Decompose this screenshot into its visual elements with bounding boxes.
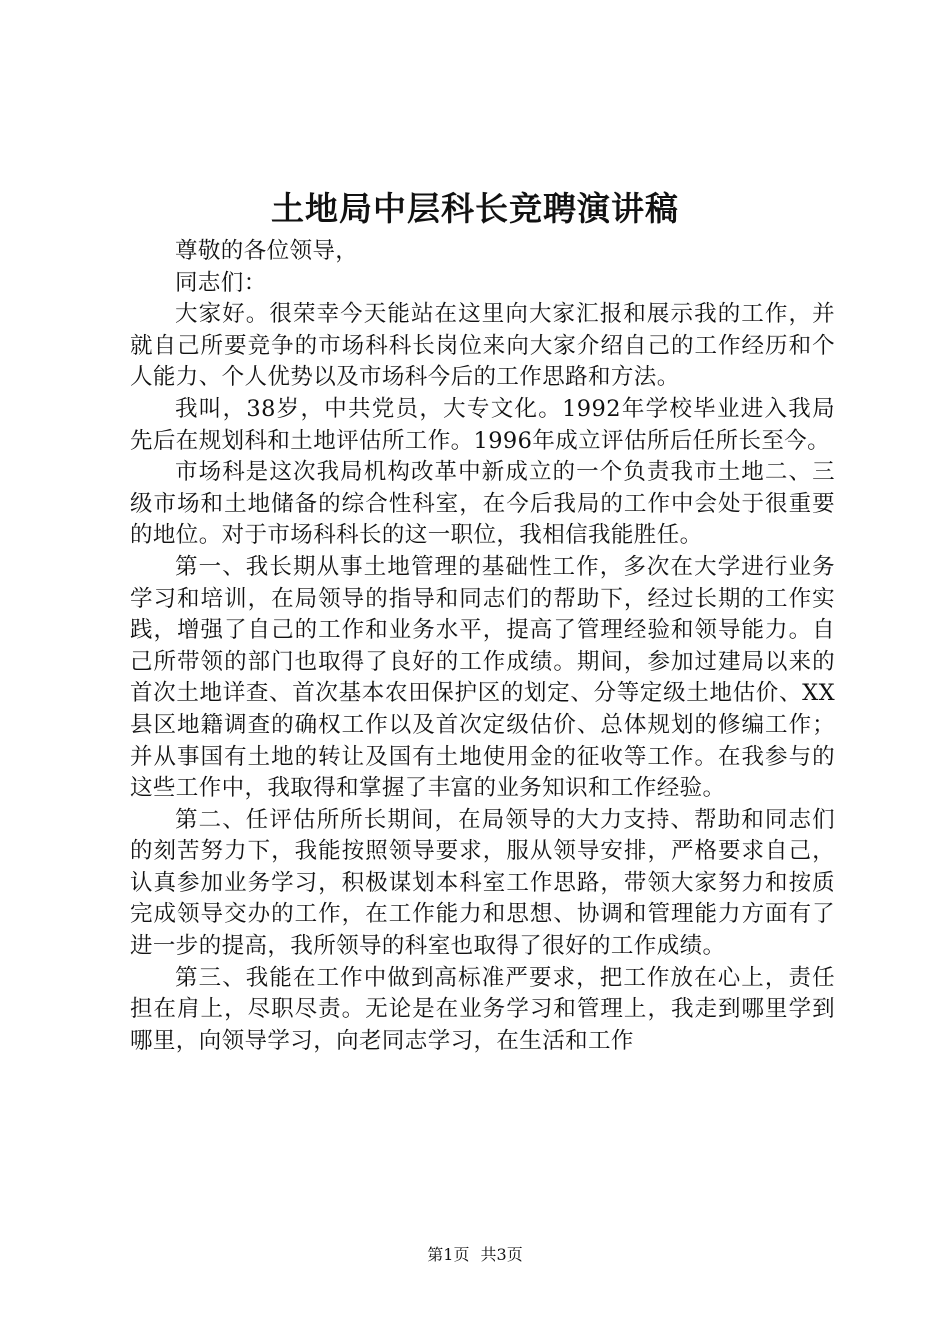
salutation-line: 尊敬的各位领导， <box>175 238 359 264</box>
body-paragraph: 大家好。很荣幸今天能站在这里向大家汇报和展示我的工作，并就自己所要竞争的市场科科长岗位来向大家介绍自己的工作经历和个人能力、个人优势以及市场科今后的工作思路和方法。 <box>130 301 835 391</box>
page-total: 共3页 <box>480 1245 523 1264</box>
body-paragraph: 第一、我长期从事土地管理的基础性工作，多次在大学进行业务学习和培训，在局领导的指导和同志们的帮助下，经过长期的工作实践，增强了自己的工作和业务水平，提高了管理经验和领导能力。自己所带领的部门也取得了良好的工作成绩。期间，参加过建局以来的首次土地详查、首次基本农田保护区的划定、分等定级土地估价、XX县区地籍调查的确权工作以及首次定级估价、总体规划的修编工作；并从事国有土地的转让及国有土地使用金的征收等工作。在我参与的这些工作中，我取得和掌握了丰富的业务知识和工作经验。 <box>130 553 835 802</box>
body-paragraph: 我叫，38岁，中共党员，大专文化。1992年学校毕业进入我局先后在规划科和土地评估所工作。1996年成立评估所后任所长至今。 <box>130 395 835 454</box>
document-body <box>130 236 835 1057</box>
body-paragraph: 第三、我能在工作中做到高标准严要求，把工作放在心上，责任担在肩上，尽职尽责。无论是在业务学习和管理上，我走到哪里学到哪里，向领导学习，向老同志学习，在生活和工作 <box>130 964 835 1054</box>
body-paragraph: 市场科是这次我局机构改革中新成立的一个负责我市土地二、三级市场和土地储备的综合性科室，在今后我局的工作中会处于很重要的地位。对于市场科科长的这一职位，我相信我能胜任。 <box>130 459 835 549</box>
document-title: 土地局中层科长竞聘演讲稿 <box>271 189 679 228</box>
page-footer <box>0 1244 950 1266</box>
page-number: 第1页 <box>427 1245 470 1264</box>
body-paragraph: 第二、任评估所所长期间，在局领导的大力支持、帮助和同志们的刻苦努力下，我能按照领导要求，服从领导安排，严格要求自己，认真参加业务学习，积极谋划本科室工作思路，带领大家努力和按质完成领导交办的工作，在工作能力和思想、协调和管理能力方面有了进一步的提高，我所领导的科室也取得了很好的工作成绩。 <box>130 806 835 960</box>
salutation-line: 同志们： <box>175 269 267 296</box>
